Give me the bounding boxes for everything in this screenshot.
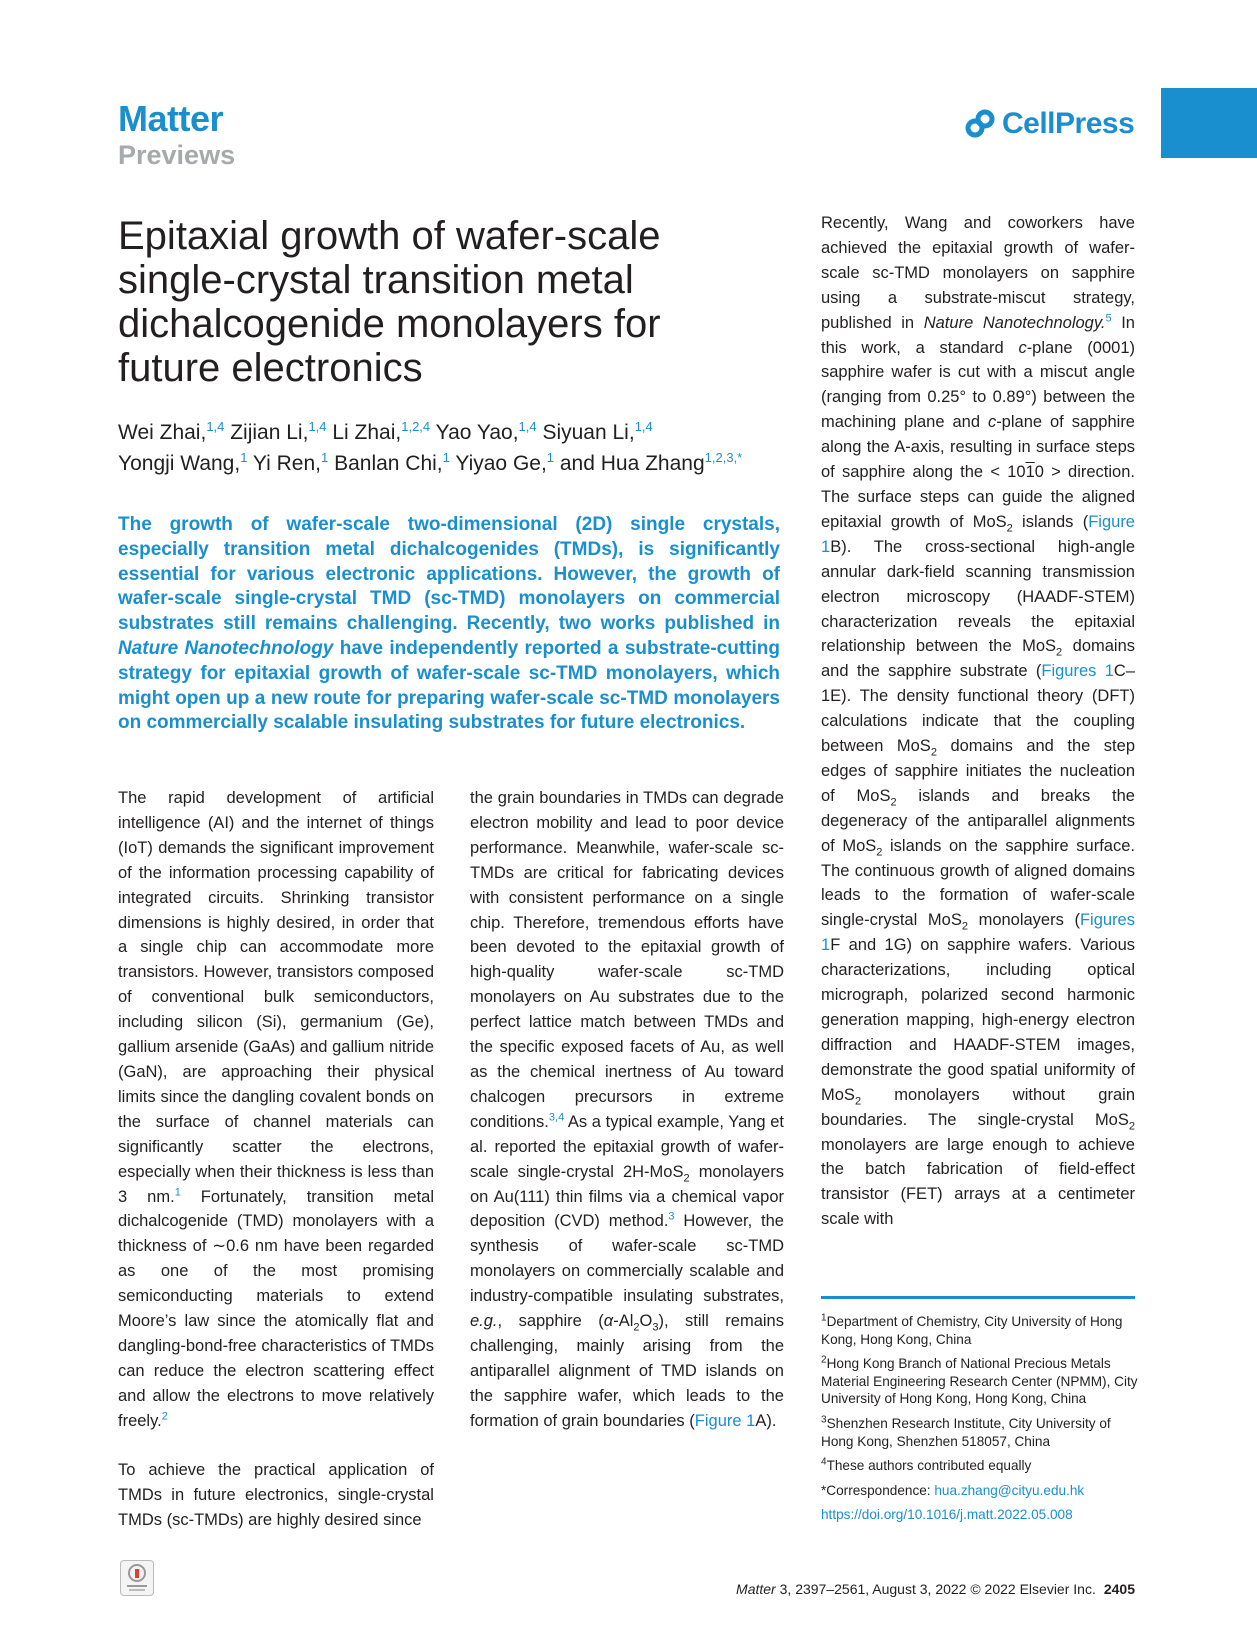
body-column-2 bbox=[470, 786, 784, 1458]
subscript: 2 bbox=[961, 920, 968, 933]
paragraph-text: In this work, a standard bbox=[821, 313, 1135, 357]
author-affiliation[interactable]: 1 bbox=[321, 450, 329, 465]
footnote bbox=[821, 1415, 1141, 1450]
abstract-text: have independently reported a substrate-cutting strategy for epitaxial growth of wafer-scale sc-TMD monolayers, which might open up a new route for preparing wafer-scale sc-TMD monolayers on commercially scalable insulating substrates for future electronics. bbox=[118, 637, 780, 734]
footnote-text: Hong Kong Branch of National Precious Metals Material Engineering Research Center (NPMM), City University of Hong Kong, Hong Kong, China bbox=[821, 1356, 1138, 1407]
abstract-journal: Nature Nanotechnology bbox=[118, 637, 334, 659]
article-title: Epitaxial growth of wafer-scale single-crystal transition metal dichalcogenide monolayers for future electronics bbox=[118, 214, 661, 390]
author: Zijian Li, bbox=[230, 421, 309, 444]
citation-text: 3, 2397–2561, August 3, 2022 © 2022 Elsevier Inc. bbox=[775, 1581, 1096, 1597]
paragraph-text: A). bbox=[755, 1411, 777, 1430]
footnote bbox=[821, 1457, 1141, 1475]
italic-text: Nature Nanotechnology. bbox=[923, 313, 1106, 332]
paragraph-text: C–1E). The density functional theory (DFT) calculations indicate that the coupling between MoS bbox=[821, 662, 1135, 756]
overbar-digit: 1 bbox=[1025, 463, 1035, 482]
author: Siyuan Li, bbox=[542, 421, 635, 444]
paragraph-text: However, the synthesis of wafer-scale sc-TMD monolayers on commercially scalable and industry-compatible insulating substrates, bbox=[470, 1212, 784, 1306]
footnote bbox=[821, 1313, 1141, 1348]
figure-link[interactable]: Figure 1 bbox=[694, 1411, 756, 1430]
subscript: 2 bbox=[683, 1171, 690, 1184]
italic-text: α bbox=[603, 1312, 614, 1331]
author: Li Zhai, bbox=[332, 421, 402, 444]
citation-link[interactable]: 3 bbox=[668, 1210, 675, 1223]
paragraph-text: As a typical example, Yang et al. reported the epitaxial growth of wafer-scale single-crystal 2H-MoS bbox=[470, 1112, 784, 1181]
subscript: 2 bbox=[633, 1321, 640, 1334]
footnote-number: 2 bbox=[821, 1354, 827, 1366]
footnote-text: Department of Chemistry, City University of Hong Kong, Hong Kong, China bbox=[821, 1314, 1123, 1347]
italic-text: c bbox=[987, 413, 997, 432]
author: Banlan Chi, bbox=[334, 452, 443, 475]
footnote-divider bbox=[821, 1296, 1135, 1299]
footnotes bbox=[821, 1313, 1141, 1531]
abstract-text: The growth of wafer-scale two-dimensional (2D) single crystals, especially transition metal dichalcogenides (TMDs), is significantly essential for various electronic applications. However, the growth of wafer-scale single-crystal TMD (sc-TMD) monolayers on commercial substrates still remains challenging. Recently, two works published in bbox=[118, 514, 780, 635]
footnote bbox=[821, 1355, 1141, 1408]
paragraph-text: B). The cross-sectional high-angle annular dark-field scanning transmission electron microscopy (HAADF-STEM) characterization reveals the epitaxial relationship between the MoS bbox=[821, 537, 1135, 656]
author: and Hua Zhang bbox=[559, 452, 705, 475]
subscript: 2 bbox=[890, 796, 897, 809]
section-name: Previews bbox=[118, 140, 236, 170]
author-affiliation[interactable]: 1,2,3,* bbox=[704, 450, 743, 465]
author: Yao Yao, bbox=[435, 421, 519, 444]
page-number: 2405 bbox=[1103, 1581, 1135, 1597]
author-affiliation[interactable]: 1,4 bbox=[206, 419, 225, 434]
citation-journal: Matter bbox=[736, 1581, 776, 1597]
publisher-logo[interactable] bbox=[964, 104, 1134, 144]
email-link[interactable]: hua.zhang@cityu.edu.hk bbox=[934, 1482, 1085, 1498]
paragraph-text: O bbox=[639, 1312, 653, 1331]
citation-link[interactable]: 3,4 bbox=[548, 1111, 565, 1124]
paragraph-text: To achieve the practical application of TMDs in future electronics, single-crystal TMDs (sc-TMDs) are highly desired since bbox=[118, 1461, 434, 1530]
citation-link[interactable]: 5 bbox=[1105, 312, 1112, 325]
figure-link[interactable]: Figures 1 bbox=[1041, 662, 1114, 681]
citation-link[interactable]: 2 bbox=[161, 1410, 168, 1423]
author-affiliation[interactable]: 1,4 bbox=[518, 419, 537, 434]
subscript: 2 bbox=[1128, 1119, 1135, 1132]
italic-text: e.g. bbox=[470, 1312, 498, 1331]
paragraph-text: islands and breaks the degeneracy of the antiparallel alignments of MoS bbox=[821, 786, 1135, 855]
paragraph-text: -plane (0001) sapphire wafer is cut with a miscut angle (ranging from 0.25° to 0.89°) between the machining plane and bbox=[821, 338, 1135, 432]
body-column-3 bbox=[821, 211, 1135, 1257]
author: Yongji Wang, bbox=[118, 452, 241, 475]
paragraph-text: domains and the sapphire substrate ( bbox=[821, 637, 1136, 681]
citation-link[interactable]: 1 bbox=[174, 1186, 181, 1198]
publisher-name: CellPress bbox=[1002, 107, 1135, 140]
doi bbox=[821, 1506, 1141, 1524]
paragraph-text: monolayers on Au(111) thin films via a chemical vapor deposition (CVD) method. bbox=[470, 1162, 784, 1231]
paragraph-text: Recently, Wang and coworkers have achieved the epitaxial growth of wafer-scale sc-TMD monolayers on sapphire using a substrate-miscut strategy, published in bbox=[821, 214, 1135, 332]
subscript: 2 bbox=[1006, 522, 1013, 535]
check-for-updates-icon[interactable] bbox=[120, 1560, 154, 1596]
paragraph bbox=[118, 1458, 434, 1533]
paragraph-text: monolayers are large enough to achieve the batch fabrication of field-effect transistor (FET) arrays at a centimeter scale with bbox=[821, 1135, 1135, 1229]
paragraph-text: The rapid development of artificial intelligence (AI) and the internet of things (IoT) demands the significant improvement of the information processing capability of integrated circuits. Shrinking transistor dimensions is highly desired, in order that a single chip can accommodate more transistors. However, transistors composed of conventional bulk semiconductors, including silicon (Si), germanium (Ge), gallium arsenide (GaAs) and gallium nitride (GaN), are approaching their physical limits since the dangling covalent bonds on the surface of channel materials can significantly scatter the electrons, especially when their thickness is less than 3 nm. bbox=[118, 789, 434, 1206]
subscript: 2 bbox=[1056, 646, 1063, 659]
paragraph bbox=[470, 786, 784, 1434]
subscript: 2 bbox=[854, 1095, 862, 1108]
journal-name: Matter bbox=[118, 98, 224, 139]
author-affiliation[interactable]: 1 bbox=[442, 450, 450, 465]
paragraph-text: monolayers ( bbox=[967, 911, 1080, 930]
paragraph-text: F and 1G) on sapphire wafers. Various characterizations, including optical micrograph, polarized second harmonic generation mapping, high-energy electron diffraction and HAADF-STEM images, demonstrate the good spatial uniformity of MoS bbox=[821, 936, 1135, 1104]
author: Yi Ren, bbox=[252, 452, 321, 475]
author-affiliation[interactable]: 1,4 bbox=[634, 419, 653, 434]
author-affiliation[interactable]: 1,2,4 bbox=[401, 419, 431, 434]
paragraph bbox=[118, 786, 434, 1434]
footnote-number: 1 bbox=[821, 1312, 827, 1324]
correspondence-label: *Correspondence: bbox=[821, 1482, 935, 1498]
author-list bbox=[118, 417, 798, 479]
paragraph-text: -Al bbox=[613, 1312, 634, 1331]
abstract bbox=[118, 513, 780, 736]
footnote-number: 4 bbox=[821, 1456, 827, 1468]
footnote-text: Shenzhen Research Institute, City University of Hong Kong, Shenzhen 518057, China bbox=[821, 1415, 1111, 1449]
footnote-text: These authors contributed equally bbox=[826, 1458, 1032, 1474]
author: Yiyao Ge, bbox=[455, 452, 547, 475]
subscript: 2 bbox=[930, 746, 937, 759]
author-affiliation[interactable]: 1 bbox=[240, 450, 248, 465]
paragraph-text: Fortunately, transition metal dichalcogenide (TMD) monolayers with a thickness of ∼0.6 nm have been regarded as one of the most promising semiconducting materials to extend Moore’s law since the atomically flat and dangling-bond-free characteristics of TMDs can reduce the electron scattering effect and allow the electrons to move relatively freely. bbox=[118, 1187, 434, 1430]
paragraph-text: 0 > direction. The surface steps can guide the aligned epitaxial growth of MoS bbox=[821, 463, 1135, 531]
author-affiliation[interactable]: 1,4 bbox=[308, 419, 327, 434]
author: Wei Zhai, bbox=[118, 421, 207, 444]
section-tab bbox=[1161, 88, 1257, 158]
paragraph bbox=[821, 211, 1135, 1232]
paragraph-text: islands ( bbox=[1012, 512, 1089, 531]
figure-link[interactable]: Figures 1 bbox=[821, 911, 1135, 955]
paragraph-text: -plane of sapphire along the A-axis, resulting in surface steps of sapphire along the < 10 bbox=[821, 413, 1135, 482]
doi-link[interactable]: https://doi.org/10.1016/j.matt.2022.05.008 bbox=[821, 1507, 1073, 1523]
figure-link[interactable]: Figure 1 bbox=[821, 512, 1135, 556]
paragraph-text: monolayers without grain boundaries. The single-crystal MoS bbox=[821, 1085, 1135, 1129]
paragraph-text: domains and the step edges of sapphire initiates the nucleation of MoS bbox=[821, 737, 1135, 805]
italic-text: c bbox=[1018, 338, 1027, 357]
paragraph-text: , sapphire ( bbox=[497, 1312, 604, 1331]
citation-line bbox=[700, 1580, 1135, 1598]
subscript: 2 bbox=[876, 845, 883, 858]
cellpress-icon bbox=[964, 108, 996, 140]
author-affiliation[interactable]: 1 bbox=[546, 450, 555, 465]
correspondence bbox=[821, 1482, 1141, 1500]
footnote-number: 3 bbox=[821, 1414, 827, 1426]
body-column-1 bbox=[118, 786, 434, 1558]
paragraph-text: islands on the sapphire surface. The continuous growth of aligned domains leads to the formation of wafer-scale single-crystal MoS bbox=[821, 836, 1135, 930]
check-for-updates-icon bbox=[121, 1561, 153, 1595]
paragraph-text: the grain boundaries in TMDs can degrade electron mobility and lead to poor device performance. Meanwhile, wafer-scale sc-TMDs are critical for fabricating devices with consistent performance on a single chip. Therefore, tremendous efforts have been devoted to the epitaxial growth of high-quality wafer-scale sc-TMD monolayers on Au substrates due to the perfect lattice match between TMDs and the specific exposed facets of Au, as well as the chemical inertness of Au toward chalcogen precursors in extreme conditions. bbox=[470, 789, 785, 1131]
paragraph-text: ), still remains challenging, mainly arising from the antiparallel alignment of TMD islands on the sapphire wafer, which leads to the formation of grain boundaries ( bbox=[470, 1312, 784, 1430]
subscript: 3 bbox=[652, 1321, 659, 1334]
